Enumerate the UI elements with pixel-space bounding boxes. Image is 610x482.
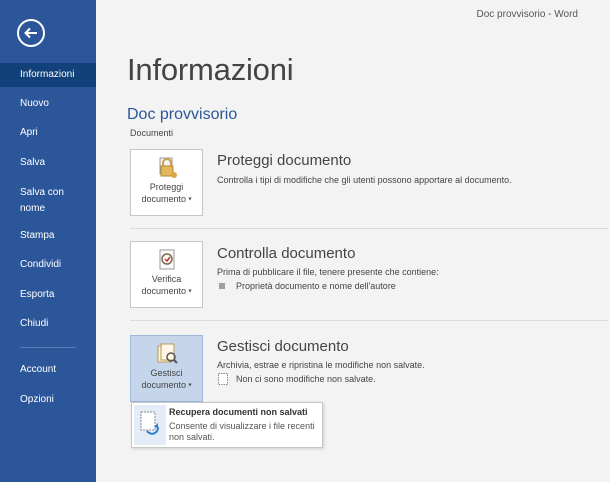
backstage-sidebar (0, 0, 96, 482)
nav-item-salva[interactable]: Salva (20, 157, 46, 168)
nav-item-account[interactable]: Account (20, 364, 57, 375)
recover-unsaved-description: Consente di visualizzare i file recenti non salvati. (169, 421, 315, 442)
manage-document-label: Gestisci documento ▾ (141, 368, 192, 390)
inspect-section-description: Prima di pubblicare il file, tenere presente che contiene: (217, 267, 439, 277)
back-button[interactable] (17, 19, 45, 47)
manage-document-button[interactable] (130, 335, 203, 402)
back-arrow-icon (23, 25, 39, 41)
inspect-document-label: Verifica documento ▾ (141, 274, 192, 296)
chevron-down-icon: ▾ (188, 288, 192, 295)
inspect-section-title: Controlla documento (217, 245, 356, 262)
document-path: Documenti (130, 128, 174, 138)
nav-item-apri[interactable]: Apri (20, 127, 38, 138)
inspect-bullet-text: Proprietà documento e nome dell'autore (236, 281, 396, 291)
manage-bullet-text: Non ci sono modifiche non salvate. (236, 374, 376, 384)
protect-section-title: Proteggi documento (217, 152, 352, 169)
document-name: Doc provvisorio (127, 106, 238, 123)
chevron-down-icon: ▾ (188, 382, 192, 389)
nav-item-esporta[interactable]: Esporta (20, 289, 55, 300)
nav-item-salva-con-nome[interactable]: Salva con nome (20, 187, 64, 214)
protect-section-description: Controlla i tipi di modifiche che gli utenti possono apportare al documento. (217, 175, 512, 185)
nav-item-informazioni[interactable]: Informazioni (0, 63, 96, 87)
manage-section-description: Archivia, estrae e ripristina le modifiche non salvate. (217, 360, 425, 370)
protect-document-button[interactable] (130, 149, 203, 216)
nav-item-opzioni[interactable]: Opzioni (20, 394, 54, 405)
recover-unsaved-menu-item[interactable]: Recupera documenti non salvati (169, 407, 308, 417)
chevron-down-icon: ▾ (188, 196, 192, 203)
section-divider (130, 320, 608, 321)
recover-unsaved-menu (131, 402, 323, 448)
section-divider (130, 228, 608, 229)
protect-document-label: Proteggi documento ▾ (141, 182, 192, 204)
bullet-icon (219, 283, 225, 289)
manage-document-icon (155, 342, 179, 366)
page-title: Informazioni (127, 52, 294, 87)
nav-item-nuovo[interactable]: Nuovo (20, 98, 49, 109)
nav-item-condividi[interactable]: Condividi (20, 259, 62, 270)
inspect-document-icon (155, 248, 179, 272)
inspect-document-button[interactable] (130, 241, 203, 308)
lock-key-icon (155, 156, 179, 180)
manage-section-title: Gestisci documento (217, 338, 349, 355)
document-small-icon (218, 373, 228, 385)
nav-divider (20, 347, 76, 348)
nav-item-stampa[interactable]: Stampa (20, 230, 55, 241)
window-title: Doc provvisorio - Word (476, 9, 578, 20)
recover-document-icon (139, 411, 161, 437)
menu-icon-background (134, 405, 166, 445)
nav-item-chiudi[interactable]: Chiudi (20, 318, 49, 329)
